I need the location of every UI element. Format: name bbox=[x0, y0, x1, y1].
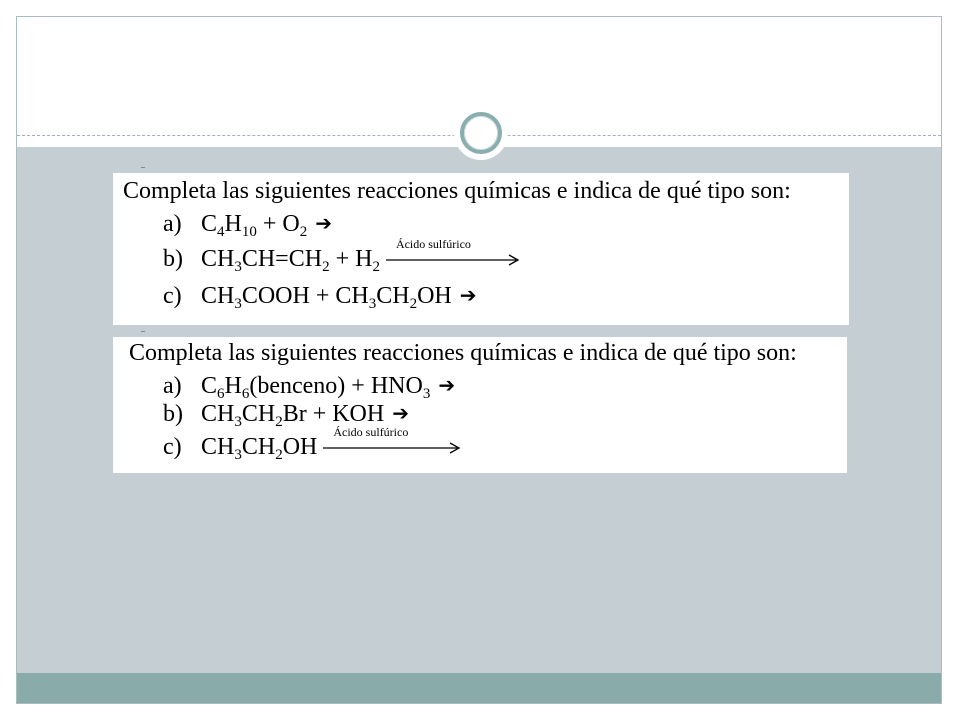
ornament-inner-ring bbox=[464, 116, 498, 150]
scan-mark bbox=[141, 167, 145, 168]
exercise-panel-2 bbox=[113, 337, 847, 473]
reaction-condition-arrow bbox=[323, 425, 465, 454]
formula-subscript: 3 bbox=[368, 296, 377, 312]
circle-ring-icon bbox=[454, 106, 508, 160]
right-arrow-icon: ➔ bbox=[392, 401, 409, 425]
right-arrow-icon: ➔ bbox=[459, 283, 477, 307]
slide-footer-band bbox=[17, 673, 941, 704]
formula-text: CH bbox=[201, 283, 235, 309]
formula-text: CH bbox=[241, 434, 276, 460]
formula-subscript: 2 bbox=[409, 296, 418, 312]
formula-subscript: 2 bbox=[372, 259, 380, 275]
reaction-item-b bbox=[163, 237, 524, 275]
formula-subscript: 6 bbox=[217, 386, 225, 402]
item-letter: a) bbox=[163, 211, 182, 237]
formula-text: CH bbox=[241, 401, 276, 427]
right-arrow-icon: ➔ bbox=[315, 211, 332, 235]
formula-text: CH bbox=[201, 246, 235, 272]
scan-mark bbox=[141, 331, 145, 332]
right-arrow-icon: ➔ bbox=[438, 373, 456, 397]
formula-text: CH bbox=[376, 283, 410, 309]
formula-text: CH=CH bbox=[241, 246, 323, 272]
reaction-condition: Ácido sulfúrico bbox=[333, 425, 409, 440]
reaction-item-a bbox=[163, 209, 332, 238]
reaction-item-a bbox=[163, 371, 455, 400]
formula-text: C bbox=[201, 211, 218, 237]
formula-text: COOH + CH bbox=[241, 283, 369, 309]
formula-text: + O bbox=[256, 211, 300, 237]
exercise-panel-1 bbox=[113, 173, 849, 325]
reaction-condition-arrow bbox=[386, 237, 524, 266]
right-arrow-icon bbox=[386, 254, 524, 266]
formula-subscript: 10 bbox=[241, 224, 257, 240]
exercise-title: Completa las siguientes reacciones químicas e indica de qué tipo son: bbox=[123, 178, 791, 204]
formula-text: CH bbox=[201, 401, 235, 427]
slide bbox=[16, 16, 942, 704]
item-letter: a) bbox=[163, 373, 182, 399]
formula-text: Br + KOH bbox=[282, 401, 385, 427]
reaction-condition: Ácido sulfúrico bbox=[395, 237, 471, 252]
formula-subscript: 3 bbox=[234, 296, 242, 312]
formula-text: H bbox=[224, 211, 242, 237]
exercise-title: Completa las siguientes reacciones químicas e indica de qué tipo son: bbox=[129, 340, 797, 366]
formula-text: OH bbox=[282, 434, 318, 460]
item-letter: c) bbox=[163, 283, 182, 309]
formula-subscript: 6 bbox=[241, 386, 250, 402]
formula-text: C bbox=[201, 373, 218, 399]
formula-subscript: 2 bbox=[299, 224, 308, 240]
item-letter: b) bbox=[163, 401, 183, 427]
formula-text: H bbox=[224, 373, 242, 399]
reaction-item-c bbox=[163, 425, 465, 463]
formula-text: (benceno) + HNO bbox=[249, 373, 423, 399]
formula-subscript: 2 bbox=[275, 414, 283, 430]
right-arrow-icon bbox=[323, 442, 465, 454]
formula-subscript: 3 bbox=[422, 386, 431, 402]
reaction-item-c bbox=[163, 281, 477, 310]
formula-subscript: 2 bbox=[322, 259, 330, 275]
formula-text: CH bbox=[201, 434, 235, 460]
reaction-item-b bbox=[163, 399, 409, 428]
formula-subscript: 4 bbox=[217, 224, 225, 240]
formula-subscript: 3 bbox=[234, 447, 242, 463]
formula-subscript: 3 bbox=[234, 259, 242, 275]
formula-subscript: 3 bbox=[234, 414, 242, 430]
formula-text: + H bbox=[329, 246, 373, 272]
item-letter: b) bbox=[163, 246, 183, 272]
formula-text: OH bbox=[417, 283, 452, 309]
item-letter: c) bbox=[163, 434, 182, 460]
formula-subscript: 2 bbox=[275, 447, 283, 463]
